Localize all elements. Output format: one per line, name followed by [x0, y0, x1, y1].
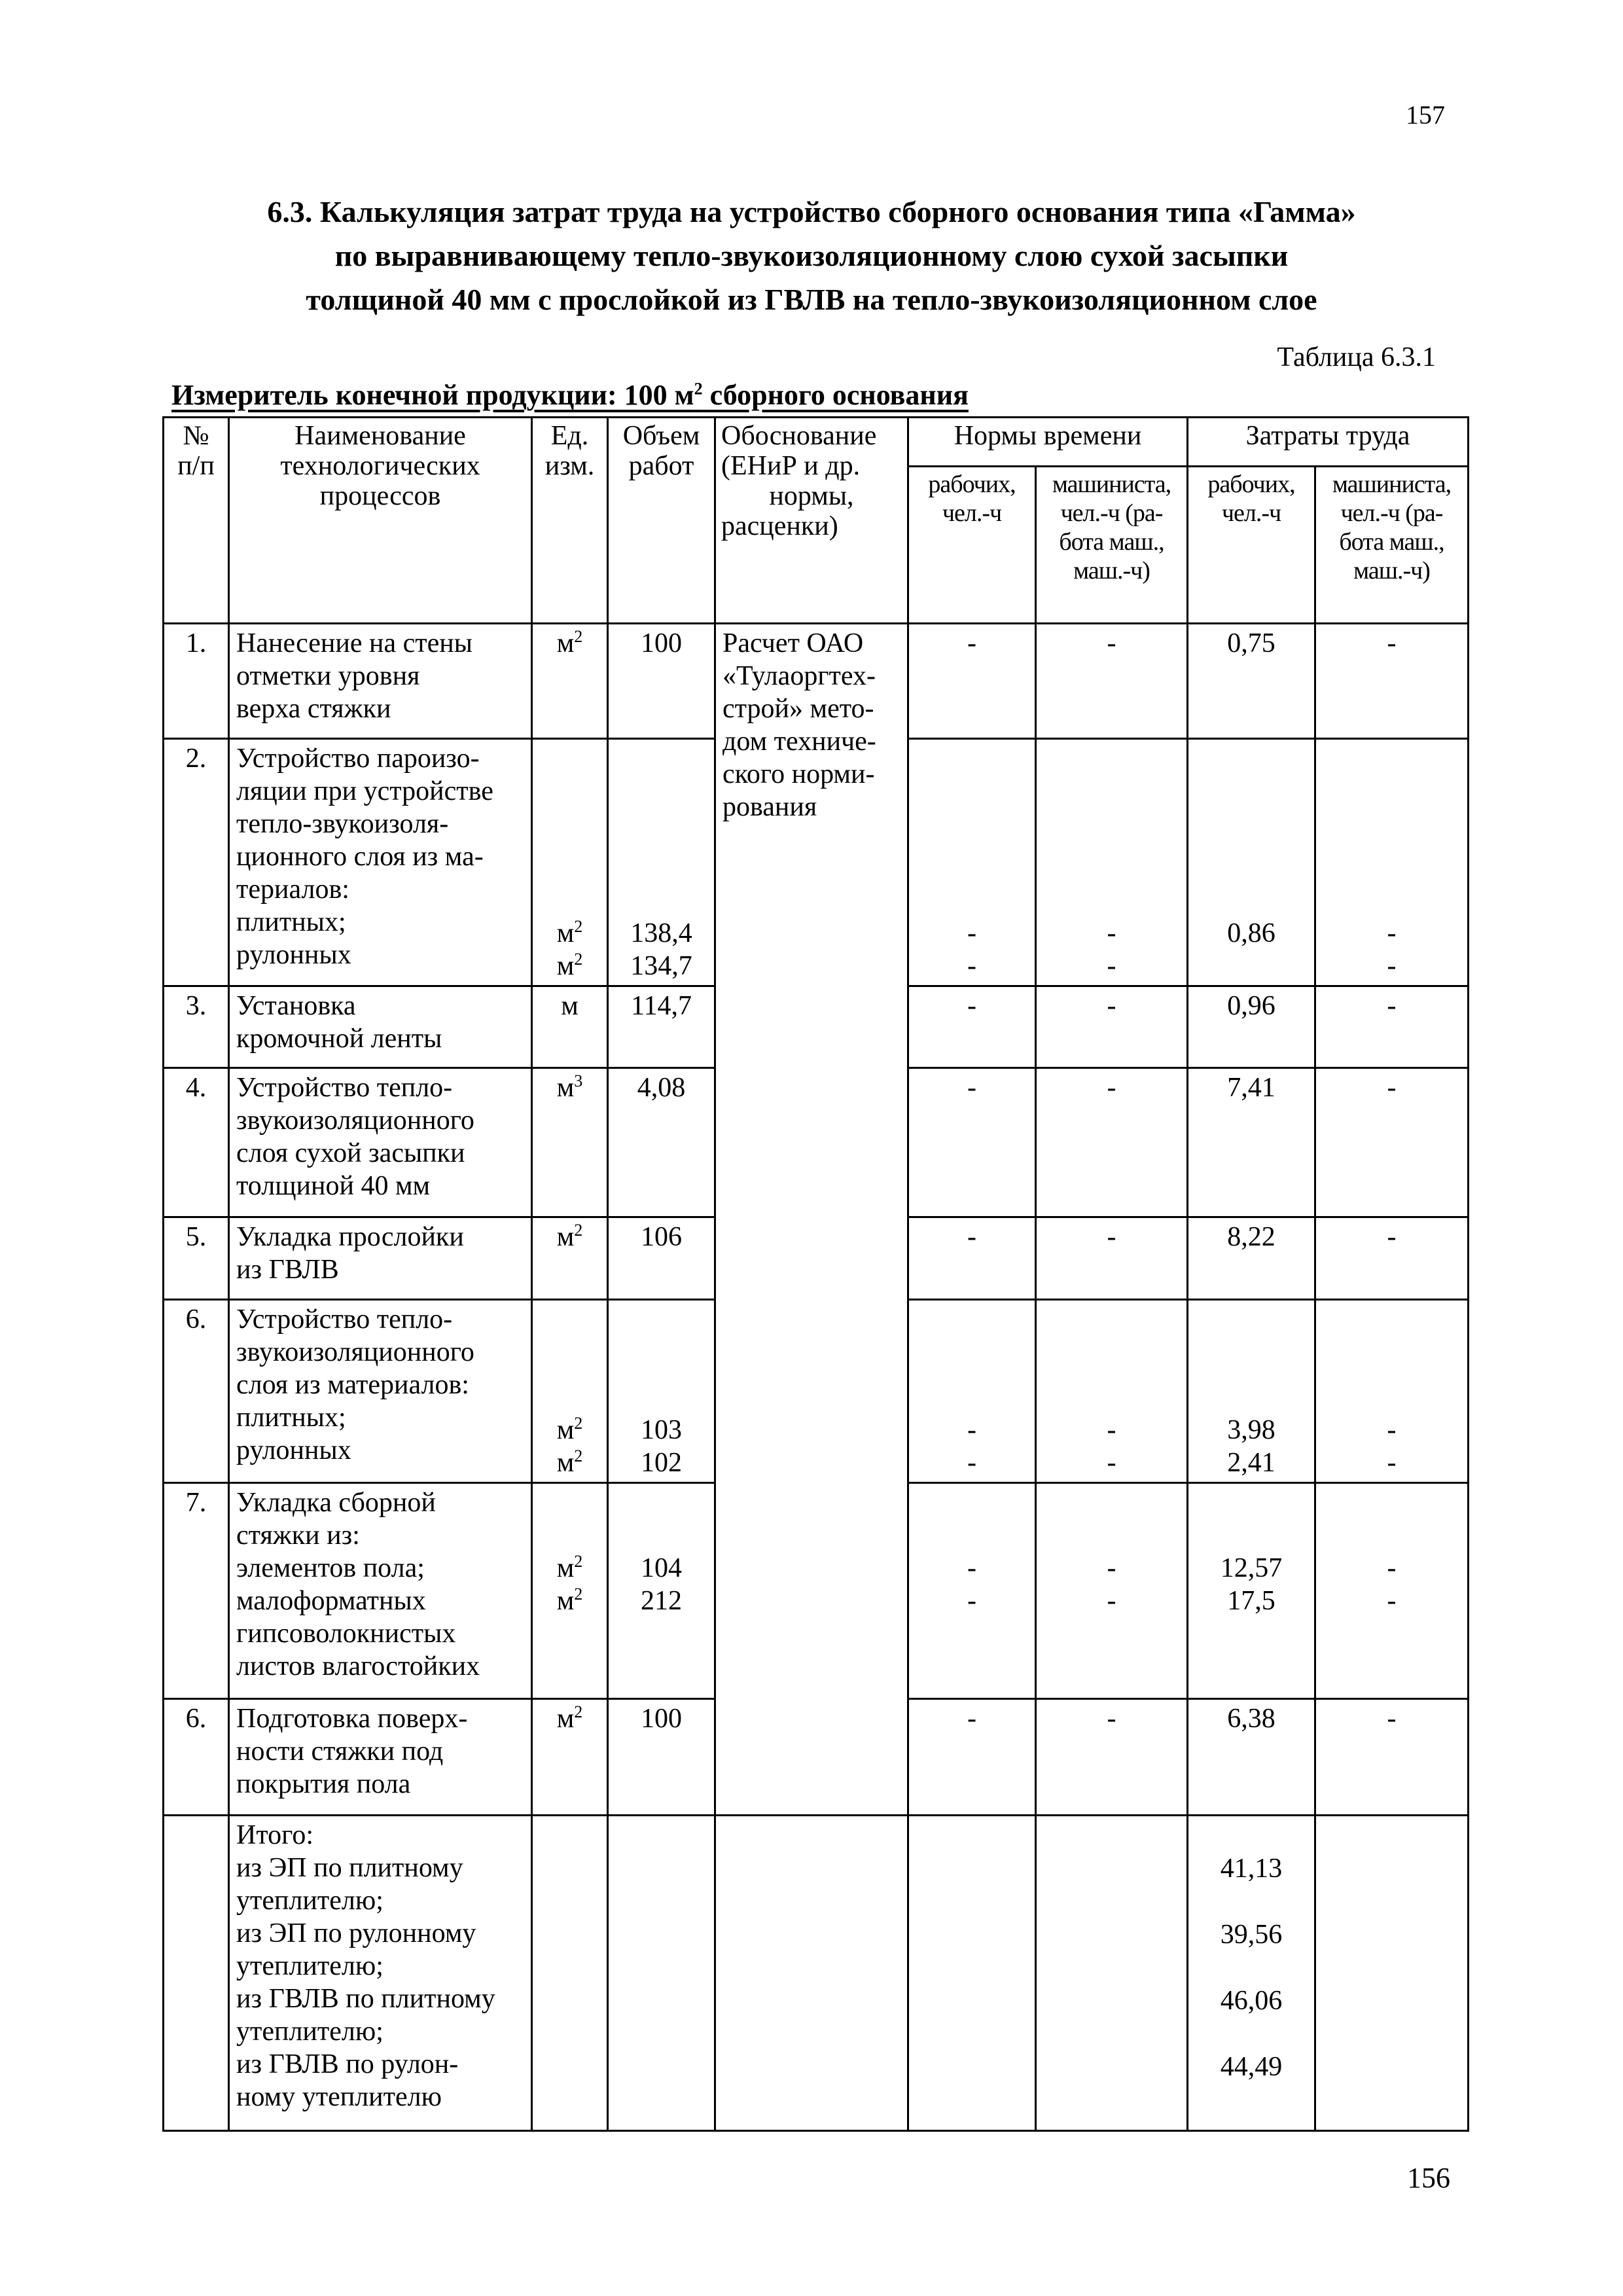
row-unit: $м^2$ $м^2$: [532, 1483, 608, 1699]
row-labor-operator: - -: [1315, 1483, 1469, 1699]
row-volume: 4,08: [608, 1068, 715, 1217]
row-labor-workers: 0,96: [1188, 986, 1315, 1068]
row-volume: 106: [608, 1217, 715, 1300]
row-labor-workers: 0,75: [1188, 624, 1315, 739]
row-norm-operator: - -: [1036, 1483, 1188, 1699]
row-labor-workers: 12,57 17,5: [1188, 1483, 1315, 1699]
col-num-header: № п/п: [164, 418, 229, 624]
col-norms-header: Нормы времени: [908, 418, 1188, 467]
row-labor-workers: 0,86: [1188, 739, 1315, 986]
row-name: Подготовка поверх- ности стяжки под покрытия пола: [229, 1699, 532, 1816]
page-number-top: 157: [1406, 100, 1445, 130]
col-labor-header: Затраты труда: [1188, 418, 1469, 467]
row-labor-operator: - -: [1315, 739, 1469, 986]
total-labor-operator: [1315, 1816, 1469, 2131]
col-basis-header: Обоснование (ЕНиР и др. нормы, расценки): [715, 418, 908, 624]
row-norm-workers: - -: [908, 1483, 1036, 1699]
row-volume: 100: [608, 1699, 715, 1816]
row-volume: 103 102: [608, 1300, 715, 1483]
col-volume-header: Объем работ: [608, 418, 715, 624]
row-num: 6.: [164, 1300, 229, 1483]
row-unit: м: [532, 986, 608, 1068]
row-unit: $м^2$ $м^2$: [532, 739, 608, 986]
total-num: [164, 1816, 229, 2131]
row-volume: 114,7: [608, 986, 715, 1068]
row-norm-operator: -: [1036, 1217, 1188, 1300]
row-num: 3.: [164, 986, 229, 1068]
col-norms-operator-header: машиниста, чел.-ч (ра- бота маш., маш.-ч): [1036, 467, 1188, 624]
row-name: Устройство тепло- звукоизоляционного слоя из материалов: плитных; рулонных: [229, 1300, 532, 1483]
row-num: 6.: [164, 1699, 229, 1816]
row-name: Нанесение на стены отметки уровня верха стяжки: [229, 624, 532, 739]
col-name-header: Наименование технологических процессов: [229, 418, 532, 624]
page-number-bottom: 156: [1407, 2162, 1450, 2194]
row-norm-workers: -: [908, 986, 1036, 1068]
table-label: Таблица 6.3.1: [1277, 342, 1436, 372]
total-row: [164, 1816, 1469, 2131]
row-labor-operator: -: [1315, 1217, 1469, 1300]
row-num: 5.: [164, 1217, 229, 1300]
total-volume: [608, 1816, 715, 2131]
row-norm-workers: -: [908, 1068, 1036, 1217]
total-basis: [715, 1816, 908, 2131]
row-norm-workers: - -: [908, 1300, 1036, 1483]
row-name: Устройство тепло- звукоизоляционного слоя сухой засыпки толщиной 40 мм: [229, 1068, 532, 1217]
row-labor-operator: -: [1315, 624, 1469, 739]
row-labor-workers: 3,98 2,41: [1188, 1300, 1315, 1483]
row-labor-operator: - -: [1315, 1300, 1469, 1483]
row-labor-workers: 7,41: [1188, 1068, 1315, 1217]
row-unit: $м^2$: [532, 624, 608, 739]
header-row-1: [164, 418, 1469, 467]
row-num: 2.: [164, 739, 229, 986]
col-norms-workers-header: рабочих, чел.-ч: [908, 467, 1036, 624]
row-norm-workers: - -: [908, 739, 1036, 986]
row-norm-operator: - -: [1036, 739, 1188, 986]
row-unit: $м^2$: [532, 1217, 608, 1300]
row-labor-workers: 6,38: [1188, 1699, 1315, 1816]
col-labor-operator-header: машиниста, чел.-ч (ра- бота маш., маш.-ч): [1315, 467, 1469, 624]
row-norm-operator: -: [1036, 1068, 1188, 1217]
page-title: 6.3. Калькуляция затрат труда на устройство сборного основания типа «Гамма» по выравнивающему тепло-звукоизоляционному слою сухой засыпки толщиной 40 мм с прослойкой из ГВЛВ на тепло-звукоизоляционном слое: [267, 195, 1356, 316]
row-norm-operator: - -: [1036, 1300, 1188, 1483]
row-unit: $м^2$ $м^2$: [532, 1300, 608, 1483]
col-labor-workers-header: рабочих, чел.-ч: [1188, 467, 1315, 624]
row-num: 7.: [164, 1483, 229, 1699]
col-unit-header: Ед. изм.: [532, 418, 608, 624]
row-unit: $м^3$: [532, 1068, 608, 1217]
row-norm-workers: -: [908, 1217, 1036, 1300]
total-norm-workers: [908, 1816, 1036, 2131]
row-volume: 100: [608, 624, 715, 739]
row-num: 1.: [164, 624, 229, 739]
basis-cell: Расчет ОАО «Тулаоргтех- строй» мето- дом техниче- ского норми- рования: [715, 624, 908, 1816]
row-unit: $м^2$: [532, 1699, 608, 1816]
row-labor-workers: 8,22: [1188, 1217, 1315, 1300]
row-labor-operator: -: [1315, 986, 1469, 1068]
row-norm-operator: -: [1036, 624, 1188, 739]
row-name: Установка кромочной ленты: [229, 986, 532, 1068]
total-unit: [532, 1816, 608, 2131]
row-labor-operator: -: [1315, 1068, 1469, 1217]
row-norm-operator: -: [1036, 986, 1188, 1068]
row-norm-workers: -: [908, 1699, 1036, 1816]
row-name: Укладка сборной стяжки из: элементов пола; малоформатных гипсоволокнистых листов влагостойких: [229, 1483, 532, 1699]
total-name: Итого: из ЭП по плитному утеплителю; из ЭП по рулонному утеплителю; из ГВЛВ по плитному утеплителю; из ГВЛВ по рулон- ному утеплителю: [229, 1816, 532, 2131]
table-row: [164, 624, 1469, 739]
row-name: Устройство пароизо- ляции при устройстве тепло-звукоизоля- ционного слоя из ма- териалов: плитных; рулонных: [229, 739, 532, 986]
labor-cost-table: [162, 416, 1469, 2132]
total-labor-workers: 41,13 39,56 46,06 44,49: [1188, 1816, 1315, 2131]
total-norm-operator: [1036, 1816, 1188, 2131]
row-norm-operator: -: [1036, 1699, 1188, 1816]
row-labor-operator: -: [1315, 1699, 1469, 1816]
row-volume: 138,4 134,7: [608, 739, 715, 986]
row-norm-workers: -: [908, 624, 1036, 739]
row-volume: 104 212: [608, 1483, 715, 1699]
row-name: Укладка прослойки из ГВЛВ: [229, 1217, 532, 1300]
row-num: 4.: [164, 1068, 229, 1217]
measure-caption: Измеритель конечной продукции: 100 $м^2$ сборного основания: [171, 379, 969, 411]
